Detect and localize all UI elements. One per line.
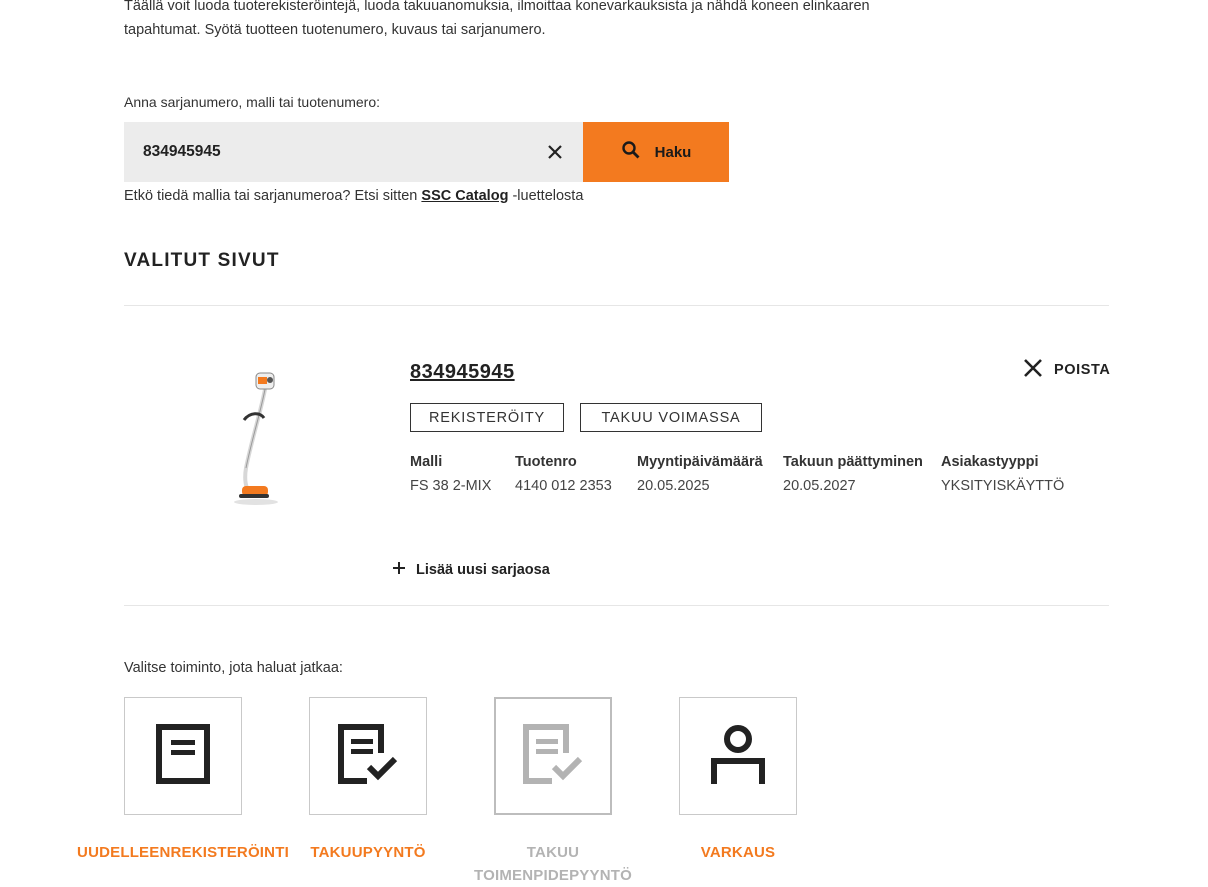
spec-label: Tuotenro: [515, 454, 577, 470]
spec-label: Malli: [410, 454, 443, 470]
action-label-reregistration[interactable]: UUDELLEENREKISTERÖINTI: [77, 844, 289, 861]
plus-icon: [392, 561, 406, 579]
ssc-catalog-link[interactable]: SSC Catalog: [421, 188, 509, 204]
section-title: VALITUT SIVUT: [124, 250, 280, 271]
document-icon: [155, 723, 211, 790]
hint-prefix: Etkö tiedä mallia tai sarjanumeroa? Etsi sitten: [124, 188, 418, 204]
spec-customer-type: [941, 450, 1064, 498]
spec-label: Takuun päättyminen: [783, 454, 923, 470]
divider-bottom: [124, 605, 1109, 606]
status-badge-registered: REKISTERÖITY: [410, 403, 564, 432]
spec-warranty-end: [783, 450, 923, 498]
intro-line-1: Täällä voit luoda tuoterekisteröintejä, luoda takuuanomuksia, ilmoittaa konevarkauksista ja nähdä koneen elinkaaren: [124, 0, 870, 14]
choose-action-label: Valitse toiminto, jota haluat jatkaa:: [124, 660, 343, 676]
spec-model: [410, 450, 491, 498]
divider-top: [124, 305, 1109, 306]
action-label-warranty-claim[interactable]: TAKUUPYYNTÖ: [310, 844, 426, 861]
hint-suffix: -luettelosta: [512, 188, 584, 204]
product-serial-link[interactable]: 834945945: [410, 361, 515, 383]
spec-value: 20.05.2027: [783, 478, 856, 494]
search-button[interactable]: [583, 122, 729, 182]
clear-icon[interactable]: [544, 141, 566, 163]
remove-label: POISTA: [1054, 362, 1111, 378]
remove-button[interactable]: [1022, 357, 1111, 383]
spec-label: Myyntipäivämäärä: [637, 454, 763, 470]
status-badge-warranty: TAKUU VOIMASSA: [580, 403, 762, 432]
spec-value: 20.05.2025: [637, 478, 710, 494]
document-check-icon: [337, 723, 399, 790]
add-serial-part-button[interactable]: [392, 561, 550, 579]
intro-line-2: tapahtumat. Syötä tuotteen tuotenumero, kuvaus tai sarjanumero.: [124, 22, 546, 38]
add-part-label: Lisää uusi sarjaosa: [416, 562, 550, 578]
action-tile-reregistration[interactable]: [124, 697, 242, 815]
search-button-label: Haku: [654, 143, 692, 161]
spec-value: YKSITYISKÄYTTÖ: [941, 478, 1065, 494]
search-input[interactable]: [124, 122, 543, 182]
person-icon: [710, 723, 766, 790]
document-check-icon: [522, 723, 584, 790]
action-tile-warranty-claim[interactable]: [309, 697, 427, 815]
intro-text: [124, 0, 924, 42]
catalog-hint: [124, 188, 583, 204]
spec-product-number: [515, 450, 612, 498]
close-icon: [1022, 357, 1044, 383]
search-label: Anna sarjanumero, malli tai tuotenumero:: [124, 94, 381, 110]
action-tile-warranty-action: [494, 697, 612, 815]
action-label-line-1: TAKUU: [526, 844, 580, 861]
spec-label: Asiakastyyppi: [941, 454, 1039, 470]
action-label-line-2: TOIMENPIDEPYYNTÖ: [474, 867, 632, 884]
spec-value: 4140 012 2353: [515, 478, 612, 494]
action-label-theft[interactable]: VARKAUS: [700, 844, 776, 861]
search-box: [124, 122, 583, 182]
search-icon: [621, 140, 641, 164]
product-image: [222, 368, 292, 508]
spec-value: FS 38 2-MIX: [410, 478, 492, 494]
action-tile-theft[interactable]: [679, 697, 797, 815]
spec-sale-date: [637, 450, 763, 498]
